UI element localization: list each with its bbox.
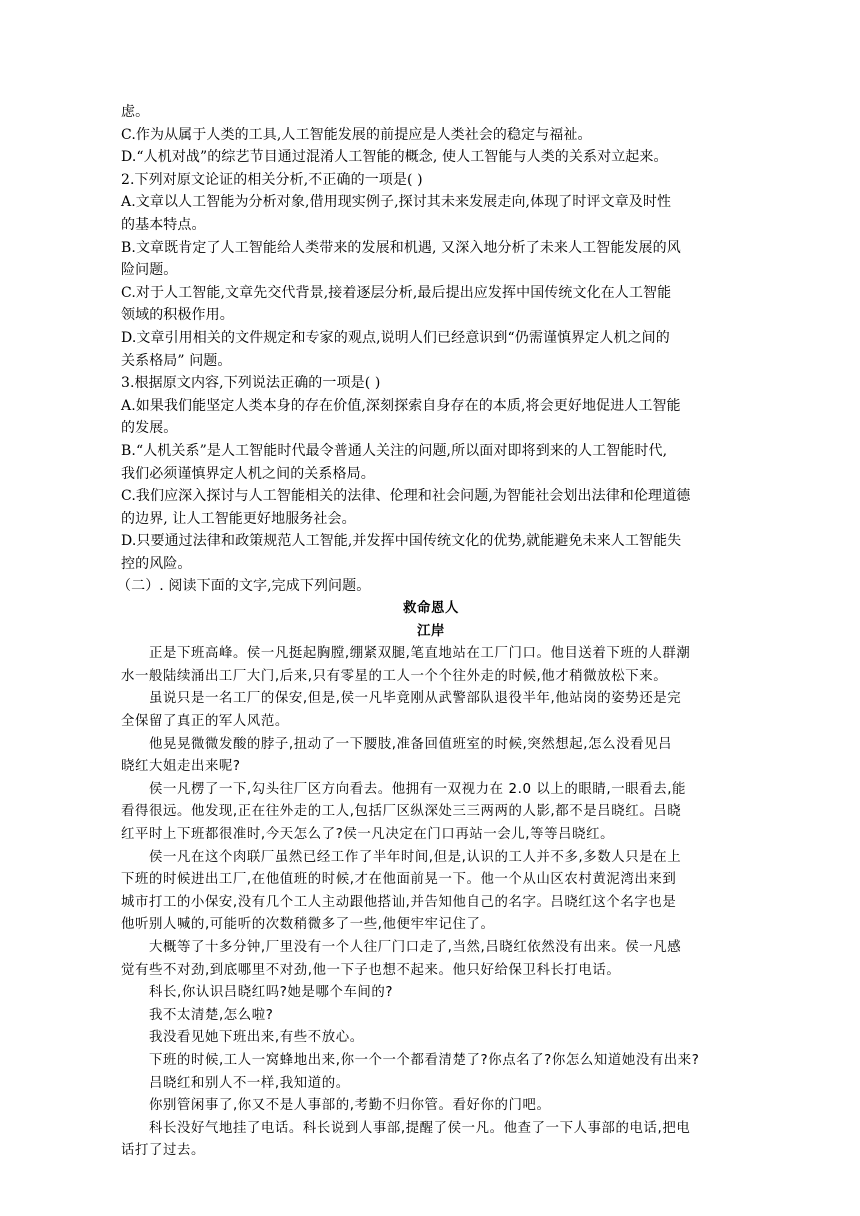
story-line: 下班的时候,工人一窝蜂地出来,你一个一个都看清楚了?你点名了?你怎么知道她没有出来? — [149, 1052, 700, 1068]
text-line: B.文章既肯定了人工智能给人类带来的发展和机遇, 又深入地分析了未来人工智能发展的风 — [121, 239, 681, 256]
question-section — [121, 101, 741, 575]
story-title: 救命恩人 — [403, 601, 459, 617]
section-heading: （二）. 阅读下面的文字,完成下列问题。 — [117, 578, 371, 595]
story-line: 晓红大姐走出来呢? — [121, 759, 241, 775]
text-line: A.文章以人工智能为分析对象,借用现实例子,探讨其未来发展走向,体现了时评文章及时性 — [121, 194, 672, 211]
text-line: A.如果我们能坚定人类本身的存在价值,深刻探索自身存在的本质,将会更好地促进人工智能 — [121, 397, 681, 414]
story-line: 科长,你认识吕晓红吗?她是哪个车间的? — [149, 985, 394, 1001]
story-line: 看得很远。他发现,正在往外走的工人,包括厂区纵深处三三两两的人影,都不是吕晓红。吕晓 — [121, 804, 682, 820]
text-line: 的发展。 — [121, 420, 178, 437]
text-line: 领域的积极作用。 — [121, 307, 234, 324]
story-line: 全保留了真正的军人风范。 — [121, 714, 289, 730]
story-line: 侯一凡在这个肉联厂虽然已经工作了半年时间,但是,认识的工人并不多,多数人只是在上 — [149, 849, 682, 865]
story-line: 你别管闲事了,你又不是人事部的,考勤不归你管。看好你的门吧。 — [149, 1098, 551, 1114]
text-line: 3.根据原文内容,下列说法正确的一项是( ) — [121, 375, 381, 392]
text-line: 险问题。 — [121, 262, 178, 279]
text-line: C.对于人工智能,文章先交代背景,接着逐层分析,最后提出应发挥中国传统文化在人工智能 — [121, 284, 672, 301]
story-line: 觉有些不对劲,到底哪里不对劲,他一下子也想不起来。他只好给保卫科长打电话。 — [121, 962, 621, 978]
story-line: 红平时上下班都很准时,今天怎么了?侯一凡决定在门口再站一会儿,等等吕晓红。 — [121, 827, 615, 842]
story-line: 虽说只是一名工厂的保安,但是,侯一凡毕竟刚从武警部队退役半年,他站岗的姿势还是完 — [149, 691, 682, 707]
text-line: 虑。 — [121, 104, 150, 120]
text-line: D.文章引用相关的文件规定和专家的观点,说明人们已经意识到“仍需谨慎界定人机之间的 — [121, 329, 670, 346]
story-line: 科长没好气地挂了电话。科长说到人事部,提醒了侯一凡。他查了一下人事部的电话,把电 — [149, 1120, 691, 1136]
story-author: 江岸 — [417, 623, 445, 639]
document-content — [117, 101, 741, 1163]
text-line: 的基本特点。 — [121, 216, 206, 233]
text-line: B.“人机关系”是人工智能时代最令普通人关注的问题,所以面对即将到来的人工智能时代, — [121, 442, 668, 459]
story-line: 我没看见她下班出来,有些不放心。 — [149, 1030, 364, 1046]
story-line: 侯一凡楞了一下,勾头往厂区方向看去。他拥有一双视力在 2.0 以上的眼睛,一眼看去,能 — [149, 781, 687, 797]
text-line: 2.下列对原文论证的相关分析,不正确的一项是( ) — [121, 171, 423, 188]
story-line: 正是下班高峰。侯一凡挺起胸膛,绷紧双腿,笔直地站在工厂门口。他目送着下班的人群潮 — [149, 646, 691, 662]
story-line: 话打了过去。 — [121, 1143, 205, 1159]
text-line: 的边界, 让人工智能更好地服务社会。 — [121, 510, 356, 527]
story-body — [121, 643, 741, 1163]
story-line: 水一般陆续涌出工厂大门,后来,只有零星的工人一个个往外走的时候,他才稍微放松下来。 — [121, 668, 668, 684]
text-line: D.只要通过法律和政策规范人工智能,并发挥中国传统文化的优势,就能避免未来人工智能失 — [121, 533, 682, 550]
story-line: 吕晓红和别人不一样,我知道的。 — [149, 1075, 350, 1091]
text-line: C.我们应深入探讨与人工智能相关的法律、伦理和社会问题,为智能社会划出法律和伦理道德 — [121, 488, 691, 505]
story-line: 下班的时候进出工厂,在他值班的时候,才在他面前晃一下。他一个从山区农村黄泥湾出来到 — [121, 872, 677, 888]
text-line: 我们必须谨慎界定人机之间的关系格局。 — [121, 465, 375, 482]
story-line: 城市打工的小保安,没有几个工人主动跟他搭讪,并告知他自己的名字。吕晓红这个名字也是 — [121, 894, 677, 910]
text-line: D.“人机对战”的综艺节目通过混淆人工智能的概念, 使人工智能与人类的关系对立起来。 — [121, 149, 668, 166]
text-line: 关系格局” 问题。 — [121, 352, 232, 369]
story-line: 大概等了十多分钟,厂里没有一个人往厂门口走了,当然,吕晓红依然没有出来。侯一凡感 — [149, 939, 682, 955]
story-line: 我不太清楚,怎么啦? — [149, 1007, 274, 1023]
text-line: 控的风险。 — [121, 555, 192, 572]
text-line: C.作为从属于人类的工具,人工智能发展的前提应是人类社会的稳定与福祉。 — [121, 126, 592, 143]
story-line: 他晃晃微微发酸的脖子,扭动了一下腰肢,准备回值班室的时候,突然想起,怎么没看见吕 — [149, 736, 673, 752]
story-line: 他听别人喊的,可能听的次数稍微多了一些,他便牢牢记住了。 — [121, 917, 495, 933]
